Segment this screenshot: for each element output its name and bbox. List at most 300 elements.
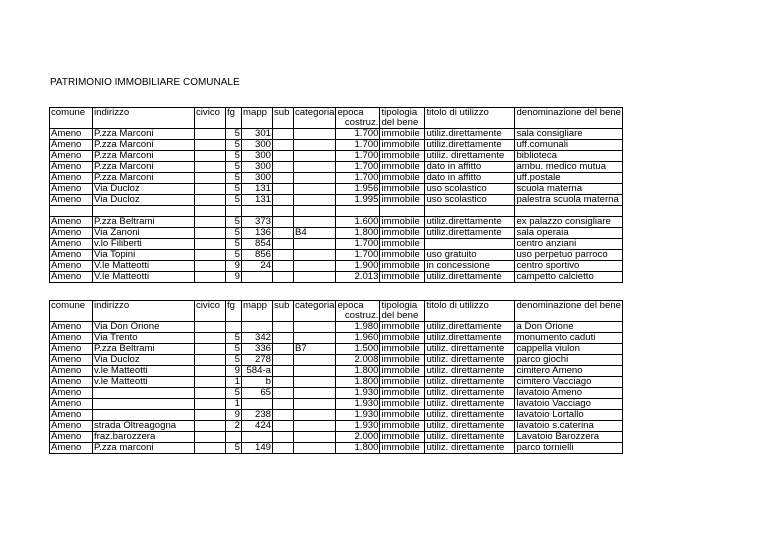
cell-denominazione: cappella viulon (515, 344, 623, 355)
cell-epoca: 1.800 (336, 443, 380, 454)
cell-mapp: 301 (242, 129, 273, 140)
cell-titolo: utiliz. direttamente (425, 432, 515, 443)
cell-indirizzo: Via Ducloz (93, 195, 195, 206)
cell-epoca: 1.600 (336, 217, 380, 228)
header-titolo: titolo di utilizzo (425, 108, 515, 119)
table-row (50, 344, 623, 355)
cell-comune: Ameno (50, 151, 93, 162)
cell-titolo: utiliz.direttamente (425, 140, 515, 151)
cell-sub (273, 322, 294, 333)
cell-tipologia: immobile (380, 250, 425, 261)
cell-sub (273, 250, 294, 261)
header-tipologia: tipologia (380, 301, 425, 312)
table-row (50, 355, 623, 366)
cell-titolo (425, 239, 515, 250)
cell-denominazione: cimitero Ameno (515, 366, 623, 377)
header-fg: fg (226, 108, 242, 119)
cell-epoca: 1.956 (336, 184, 380, 195)
cell-categoria (294, 272, 336, 283)
cell-fg: 5 (226, 184, 242, 195)
cell-denominazione: sala consigliare (515, 129, 623, 140)
cell-comune: Ameno (50, 217, 93, 228)
header-comune-2 (50, 118, 93, 129)
cell-titolo: utiliz. direttamente (425, 151, 515, 162)
cell-mapp: 300 (242, 151, 273, 162)
cell-titolo: utiliz.direttamente (425, 217, 515, 228)
cell-titolo: utiliz.direttamente (425, 272, 515, 283)
cell-mapp: 856 (242, 250, 273, 261)
cell-comune: Ameno (50, 195, 93, 206)
cell-comune: Ameno (50, 355, 93, 366)
cell-fg: 2 (226, 421, 242, 432)
cell-fg: 5 (226, 173, 242, 184)
cell-mapp: 373 (242, 217, 273, 228)
header-epoca: epoca (336, 108, 380, 119)
cell-civico (195, 228, 226, 239)
cell-titolo: utiliz.direttamente (425, 333, 515, 344)
cell-fg: 5 (226, 355, 242, 366)
header-indirizzo-2 (93, 311, 195, 322)
cell-civico (195, 272, 226, 283)
cell-comune: Ameno (50, 173, 93, 184)
cell-sub (273, 162, 294, 173)
cell-tipologia: immobile (380, 399, 425, 410)
header-comune: comune (50, 108, 93, 119)
cell-fg: 5 (226, 333, 242, 344)
cell-indirizzo: P.zza Marconi (93, 162, 195, 173)
cell-indirizzo: v.le Matteotti (93, 366, 195, 377)
cell-categoria (294, 129, 336, 140)
cell-indirizzo: fraz.barozzera (93, 432, 195, 443)
cell-indirizzo: v.le Matteotti (93, 377, 195, 388)
cell-denominazione: biblioteca (515, 151, 623, 162)
cell-mapp: 24 (242, 261, 273, 272)
cell-epoca: 1.700 (336, 239, 380, 250)
cell-civico (195, 432, 226, 443)
header-mapp: mapp (242, 108, 273, 119)
cell-civico (195, 377, 226, 388)
header-tipologia-2: del bene (380, 118, 425, 129)
cell-indirizzo: Via Ducloz (93, 355, 195, 366)
cell-indirizzo: V.le Matteotti (93, 261, 195, 272)
cell-epoca: 1.700 (336, 151, 380, 162)
cell-civico (195, 173, 226, 184)
cell-sub (273, 443, 294, 454)
cell-sub (273, 129, 294, 140)
cell-titolo: utiliz. direttamente (425, 388, 515, 399)
cell-civico (195, 129, 226, 140)
cell-indirizzo: Via Trento (93, 333, 195, 344)
cell-sub (273, 432, 294, 443)
cell-civico (195, 140, 226, 151)
header-denominazione-2 (515, 311, 623, 322)
cell-civico (195, 344, 226, 355)
cell-sub (273, 151, 294, 162)
cell-indirizzo: P.zza Marconi (93, 173, 195, 184)
cell-indirizzo: P.zza Marconi (93, 129, 195, 140)
cell-categoria (294, 173, 336, 184)
cell-fg: 5 (226, 443, 242, 454)
cell-comune: Ameno (50, 410, 93, 421)
cell-indirizzo: P.zza Marconi (93, 151, 195, 162)
table-row (50, 239, 623, 250)
cell-civico (195, 388, 226, 399)
header-row (50, 301, 623, 312)
cell-mapp: 136 (242, 228, 273, 239)
header-categoria: categoria (295, 107, 335, 118)
cell-civico (195, 410, 226, 421)
cell-sub (273, 388, 294, 399)
cell-mapp: 238 (242, 410, 273, 421)
cell-titolo: uso scolastico (425, 195, 515, 206)
header-mapp-2 (242, 311, 273, 322)
cell-civico (195, 366, 226, 377)
header-mapp: mapp (242, 301, 273, 312)
cell-mapp (242, 432, 273, 443)
cell-denominazione: uso perpetuo parroco (515, 250, 623, 261)
cell-epoca: 1.700 (336, 250, 380, 261)
cell-titolo: uso gratuito (425, 250, 515, 261)
cell-denominazione: lavatoio Lortallo (515, 410, 623, 421)
cell-mapp: b (242, 377, 273, 388)
cell-titolo: dato in affitto (425, 162, 515, 173)
cell-denominazione: parco giochi (515, 355, 623, 366)
cell-civico (195, 239, 226, 250)
cell-sub (273, 399, 294, 410)
cell-fg: 5 (226, 388, 242, 399)
cell-categoria (294, 261, 336, 272)
cell-categoria (294, 377, 336, 388)
cell-titolo: uso scolastico (425, 184, 515, 195)
table-row (50, 410, 623, 421)
cell-sub (273, 344, 294, 355)
separator-cell (195, 206, 226, 217)
cell-epoca: 1.980 (336, 322, 380, 333)
separator-cell (50, 206, 93, 217)
cell-denominazione: Lavatoio Barozzera (515, 432, 623, 443)
header-indirizzo-2 (93, 118, 195, 129)
cell-fg: 9 (226, 261, 242, 272)
header-epoca-2: costruz. (336, 311, 380, 322)
cell-indirizzo: v.lo Filiberti (93, 239, 195, 250)
header-comune-2 (50, 311, 93, 322)
cell-mapp: 300 (242, 162, 273, 173)
cell-fg: 5 (226, 250, 242, 261)
cell-fg (226, 432, 242, 443)
cell-epoca: 1.995 (336, 195, 380, 206)
cell-titolo: utiliz. direttamente (425, 410, 515, 421)
cell-denominazione: sala operaia (515, 228, 623, 239)
cell-epoca: 1.930 (336, 410, 380, 421)
cell-categoria (294, 355, 336, 366)
cell-mapp: 131 (242, 195, 273, 206)
cell-epoca: 1.930 (336, 399, 380, 410)
cell-categoria (294, 162, 336, 173)
cell-denominazione: scuola materna (515, 184, 623, 195)
cell-epoca: 1.700 (336, 173, 380, 184)
cell-tipologia: immobile (380, 410, 425, 421)
cell-tipologia: immobile (380, 195, 425, 206)
cell-tipologia: immobile (380, 140, 425, 151)
separator-cell (425, 206, 515, 217)
separator-cell (336, 206, 380, 217)
cell-tipologia: immobile (380, 261, 425, 272)
cell-comune: Ameno (50, 184, 93, 195)
table-row (50, 261, 623, 272)
table-row (50, 388, 623, 399)
cell-epoca: 1.700 (336, 140, 380, 151)
cell-sub (273, 239, 294, 250)
cell-sub (273, 195, 294, 206)
cell-titolo: in concessione (425, 261, 515, 272)
cell-fg: 9 (226, 366, 242, 377)
cell-denominazione: ambu. medico mutua (515, 162, 623, 173)
table-row (50, 228, 623, 239)
cell-comune: Ameno (50, 344, 93, 355)
header-sub: sub (273, 108, 294, 119)
cell-categoria (294, 140, 336, 151)
table-row (50, 421, 623, 432)
header-categoria: categoria (295, 300, 335, 311)
table-row (50, 399, 623, 410)
cell-comune: Ameno (50, 388, 93, 399)
cell-titolo: utiliz. direttamente (425, 344, 515, 355)
header-epoca: epoca (336, 301, 380, 312)
separator-cell (273, 206, 294, 217)
cell-titolo: utiliz.direttamente (425, 228, 515, 239)
cell-categoria (294, 322, 336, 333)
cell-tipologia: immobile (380, 151, 425, 162)
separator-cell (515, 206, 623, 217)
cell-epoca: 1.800 (336, 366, 380, 377)
table-row (50, 184, 623, 195)
header-fg: fg (226, 301, 242, 312)
cell-fg: 1 (226, 399, 242, 410)
header-civico: civico (195, 108, 226, 119)
cell-tipologia: immobile (380, 162, 425, 173)
cell-epoca: 1.800 (336, 377, 380, 388)
separator-row (50, 206, 623, 217)
cell-tipologia: immobile (380, 217, 425, 228)
cell-comune: Ameno (50, 239, 93, 250)
cell-sub (273, 355, 294, 366)
cell-civico (195, 421, 226, 432)
cell-mapp: 424 (242, 421, 273, 432)
header-denominazione: denominazione del bene (516, 300, 622, 311)
separator-cell (380, 206, 425, 217)
cell-comune: Ameno (50, 250, 93, 261)
cell-titolo: utiliz. direttamente (425, 443, 515, 454)
separator-cell (242, 206, 273, 217)
cell-mapp: 300 (242, 140, 273, 151)
cell-indirizzo: P.zza marconi (93, 443, 195, 454)
cell-comune: Ameno (50, 272, 93, 283)
table-row (50, 129, 623, 140)
cell-sub (273, 173, 294, 184)
header-fg-2 (226, 311, 242, 322)
cell-sub (273, 377, 294, 388)
cell-titolo: utiliz.direttamente (425, 129, 515, 140)
table-row (50, 217, 623, 228)
cell-denominazione: lavatoio Ameno (515, 388, 623, 399)
cell-categoria (294, 217, 336, 228)
header-titolo-2 (425, 118, 515, 129)
table-row (50, 250, 623, 261)
cell-indirizzo: Via Ducloz (93, 184, 195, 195)
cell-titolo: utiliz. direttamente (425, 355, 515, 366)
cell-categoria: B4 (294, 228, 336, 239)
cell-indirizzo: strada Oltreagogna (93, 421, 195, 432)
header-fg-2 (226, 118, 242, 129)
header-epoca-2: costruz. (336, 118, 380, 129)
cell-epoca: 1.930 (336, 421, 380, 432)
table-section-3 (49, 300, 623, 454)
cell-civico (195, 399, 226, 410)
cell-sub (273, 140, 294, 151)
cell-categoria (294, 421, 336, 432)
cell-denominazione: centro sportivo (515, 261, 623, 272)
cell-categoria (294, 250, 336, 261)
header-denominazione-2 (515, 118, 623, 129)
cell-indirizzo: V.le Matteotti (93, 272, 195, 283)
header-titolo-2 (425, 311, 515, 322)
cell-fg: 5 (226, 140, 242, 151)
header-sub-2 (273, 118, 294, 129)
table-row (50, 322, 623, 333)
cell-comune: Ameno (50, 162, 93, 173)
cell-tipologia: immobile (380, 272, 425, 283)
cell-denominazione: parco tornielli (515, 443, 623, 454)
cell-indirizzo (93, 410, 195, 421)
cell-epoca: 2.013 (336, 272, 380, 283)
cell-civico (195, 261, 226, 272)
cell-comune: Ameno (50, 377, 93, 388)
cell-sub (273, 184, 294, 195)
cell-fg: 9 (226, 272, 242, 283)
cell-denominazione: ex palazzo consigliare (515, 217, 623, 228)
cell-indirizzo: P.zza Marconi (93, 140, 195, 151)
cell-mapp: 300 (242, 173, 273, 184)
cell-tipologia: immobile (380, 228, 425, 239)
cell-epoca: 1.500 (336, 344, 380, 355)
cell-categoria (294, 195, 336, 206)
cell-sub (273, 228, 294, 239)
cell-tipologia: immobile (380, 344, 425, 355)
cell-fg: 5 (226, 239, 242, 250)
cell-titolo: utiliz. direttamente (425, 366, 515, 377)
cell-sub (273, 217, 294, 228)
header-tipologia-2: del bene (380, 311, 425, 322)
cell-tipologia: immobile (380, 239, 425, 250)
cell-comune: Ameno (50, 443, 93, 454)
cell-comune: Ameno (50, 366, 93, 377)
cell-comune: Ameno (50, 333, 93, 344)
table-row (50, 173, 623, 184)
cell-mapp: 65 (242, 388, 273, 399)
cell-categoria (294, 239, 336, 250)
cell-mapp: 336 (242, 344, 273, 355)
cell-mapp: 278 (242, 355, 273, 366)
cell-sub (273, 366, 294, 377)
page-title: PATRIMONIO IMMOBILIARE COMUNALE (50, 77, 240, 88)
header-titolo: titolo di utilizzo (425, 301, 515, 312)
cell-fg: 5 (226, 228, 242, 239)
table-section-1 (49, 107, 623, 283)
cell-denominazione: uff.postale (515, 173, 623, 184)
cell-denominazione: lavatoio Vacciago (515, 399, 623, 410)
cell-comune: Ameno (50, 129, 93, 140)
cell-indirizzo (93, 399, 195, 410)
cell-civico (195, 184, 226, 195)
header-comune: comune (50, 301, 93, 312)
table-row (50, 443, 623, 454)
header-categoria-2 (294, 311, 336, 322)
cell-denominazione: a Don Orione (515, 322, 623, 333)
cell-comune: Ameno (50, 322, 93, 333)
cell-categoria (294, 184, 336, 195)
cell-indirizzo: Via Topini (93, 250, 195, 261)
table-row (50, 151, 623, 162)
cell-comune: Ameno (50, 261, 93, 272)
cell-epoca: 1.800 (336, 228, 380, 239)
cell-tipologia: immobile (380, 377, 425, 388)
cell-civico (195, 333, 226, 344)
cell-indirizzo: Via Zanoni (93, 228, 195, 239)
cell-comune: Ameno (50, 432, 93, 443)
cell-categoria (294, 333, 336, 344)
separator-cell (294, 206, 336, 217)
cell-denominazione: lavatoio s.caterina (515, 421, 623, 432)
cell-epoca: 2.008 (336, 355, 380, 366)
cell-civico (195, 162, 226, 173)
cell-mapp: 342 (242, 333, 273, 344)
cell-fg: 5 (226, 162, 242, 173)
cell-sub (273, 333, 294, 344)
table-row (50, 140, 623, 151)
cell-mapp: 854 (242, 239, 273, 250)
header-row-2 (50, 311, 623, 322)
cell-categoria (294, 366, 336, 377)
cell-tipologia: immobile (380, 173, 425, 184)
cell-mapp: 584-a (242, 366, 273, 377)
cell-epoca: 1.900 (336, 261, 380, 272)
cell-comune: Ameno (50, 140, 93, 151)
table-row (50, 366, 623, 377)
cell-categoria (294, 388, 336, 399)
cell-civico (195, 355, 226, 366)
table-row (50, 195, 623, 206)
cell-epoca: 1.700 (336, 162, 380, 173)
header-row-2 (50, 118, 623, 129)
cell-categoria (294, 410, 336, 421)
cell-civico (195, 195, 226, 206)
cell-civico (195, 322, 226, 333)
cell-titolo: utiliz. direttamente (425, 399, 515, 410)
cell-categoria (294, 151, 336, 162)
cell-tipologia: immobile (380, 322, 425, 333)
cell-mapp (242, 399, 273, 410)
cell-civico (195, 151, 226, 162)
cell-tipologia: immobile (380, 432, 425, 443)
cell-mapp: 149 (242, 443, 273, 454)
cell-fg (226, 322, 242, 333)
cell-epoca: 1.930 (336, 388, 380, 399)
header-mapp-2 (242, 118, 273, 129)
cell-tipologia: immobile (380, 355, 425, 366)
cell-categoria: B7 (294, 344, 336, 355)
cell-denominazione: palestra scuola materna (515, 195, 623, 206)
separator-cell (93, 206, 195, 217)
